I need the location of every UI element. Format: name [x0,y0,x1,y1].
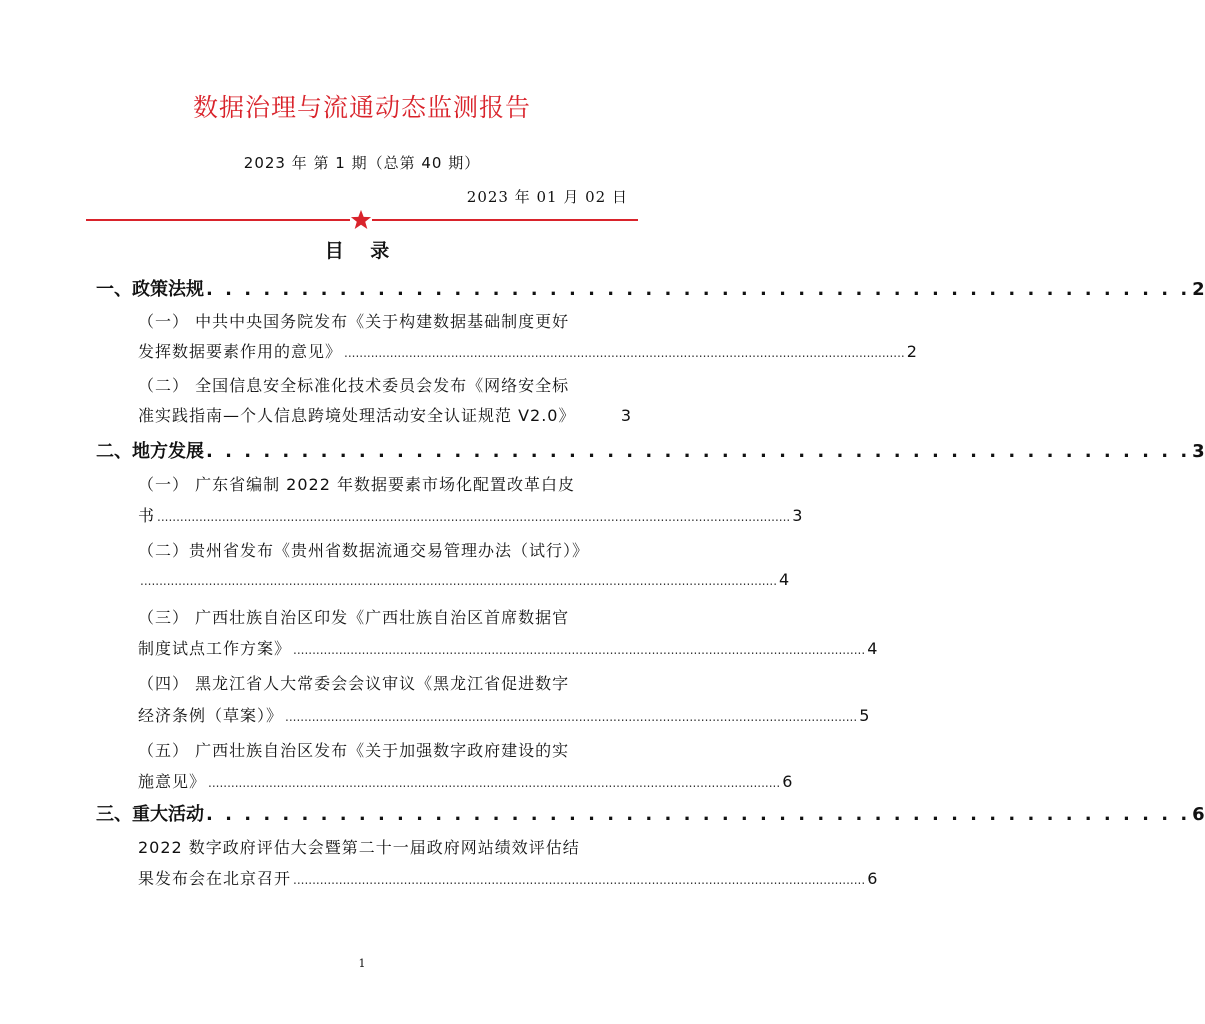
section-page: 3 [1192,441,1205,462]
entry-page: 6 [867,869,879,888]
dot-leader: . . . . . . . . . . . . . . . . . . . . . . . . . . . . . . . . . . . . . . . . . . . . . . . . . . . . [206,441,1191,462]
toc-title: 目 录 [324,240,400,262]
dot-leader: ...................................................................................................................................................... [293,873,866,887]
section-number: 二、 [96,441,132,462]
entry-text: 书 [138,506,156,525]
section-page: 6 [1192,804,1205,825]
dot-leader: ....................................................................................................................................................................... [140,574,778,588]
toc-entry-line[interactable]: （二）贵州省发布《贵州省数据流通交易管理办法（试行）》 [138,541,590,560]
toc-section[interactable] [96,800,1205,830]
entry-page: 6 [782,772,794,791]
entry-page: 2 [906,342,918,361]
toc-entry-line[interactable]: （一） 广东省编制 2022 年数据要素市场化配置改革白皮 [138,475,575,494]
entry-page: 5 [859,706,871,725]
toc-entry-line[interactable] [138,703,871,731]
section-page: 2 [1192,279,1205,300]
entry-page: 3 [620,406,632,425]
toc-entry-line[interactable] [138,636,879,664]
dot-leader: ...................................................................................................................................................... [208,776,781,790]
entry-text: 发挥数据要素作用的意见》 [138,342,343,361]
section-title: 重大活动 [132,804,204,825]
issue-number: 2023 年 第 1 期（总第 40 期） [243,154,481,172]
section-title: 地方发展 [132,441,204,462]
dot-leader: ................................................................................................................................................... [344,346,905,360]
toc-entry-line[interactable] [138,503,804,531]
toc-entry-line[interactable] [138,866,879,894]
entry-page: 3 [792,506,804,525]
entry-text: 制度试点工作方案》 [138,639,292,658]
toc-entry-line[interactable]: （一） 中共中央国务院发布《关于构建数据基础制度更好 [138,312,570,331]
toc-section[interactable] [96,437,1205,467]
toc-entry-line[interactable]: （四） 黑龙江省人大常委会会议审议《黑龙江省促进数字 [138,674,570,693]
toc-entry-line[interactable] [138,769,794,797]
toc-entry-line[interactable]: （五） 广西壮族自治区发布《关于加强数字政府建设的实 [138,741,570,760]
dot-leader: ...................................................................................................................................................................... [157,510,791,524]
toc-entry-line[interactable] [138,339,918,367]
dot-leader: . . . . . . . . . . . . . . . . . . . . . . . . . . . . . . . . . . . . . . . . . . . . . . . . . . . . [206,279,1191,300]
toc-entry-line[interactable] [138,570,791,598]
entry-text: 准实践指南—个人信息跨境处理活动安全认证规范 V2.0》 [138,406,576,425]
red-star-icon [350,209,372,231]
entry-page: 4 [779,570,791,589]
entry-text: 果发布会在北京召开 [138,869,292,888]
toc-entry-line[interactable]: （三） 广西壮族自治区印发《广西壮族自治区首席数据官 [138,608,570,627]
issue-date: 2023 年 01 月 02 日 [466,188,628,206]
entry-page: 4 [867,639,879,658]
toc-entry-line[interactable]: 2022 数字政府评估大会暨第二十一届政府网站绩效评估结 [138,838,580,857]
entry-text: 施意见》 [138,772,207,791]
dot-leader: ...................................................................................................................................................... [285,710,858,724]
report-title: 数据治理与流通动态监测报告 [192,93,531,122]
dot-leader: ...................................................................................................................................................... [293,643,866,657]
dot-leader: . . . . . . . . . . . . . . . . . . . . . . . . . . . . . . . . . . . . . . . . . . . . . . . . . . . . [206,804,1191,825]
section-number: 三、 [96,804,132,825]
page-number: 1 [358,957,366,970]
toc-section[interactable] [96,275,1205,305]
entry-text: 经济条例（草案）》 [138,706,284,725]
toc-entry-line[interactable] [138,403,632,431]
toc-entry-line[interactable]: （二） 全国信息安全标准化技术委员会发布《网络安全标 [138,376,570,395]
section-title: 政策法规 [132,279,204,300]
section-number: 一、 [96,279,132,300]
